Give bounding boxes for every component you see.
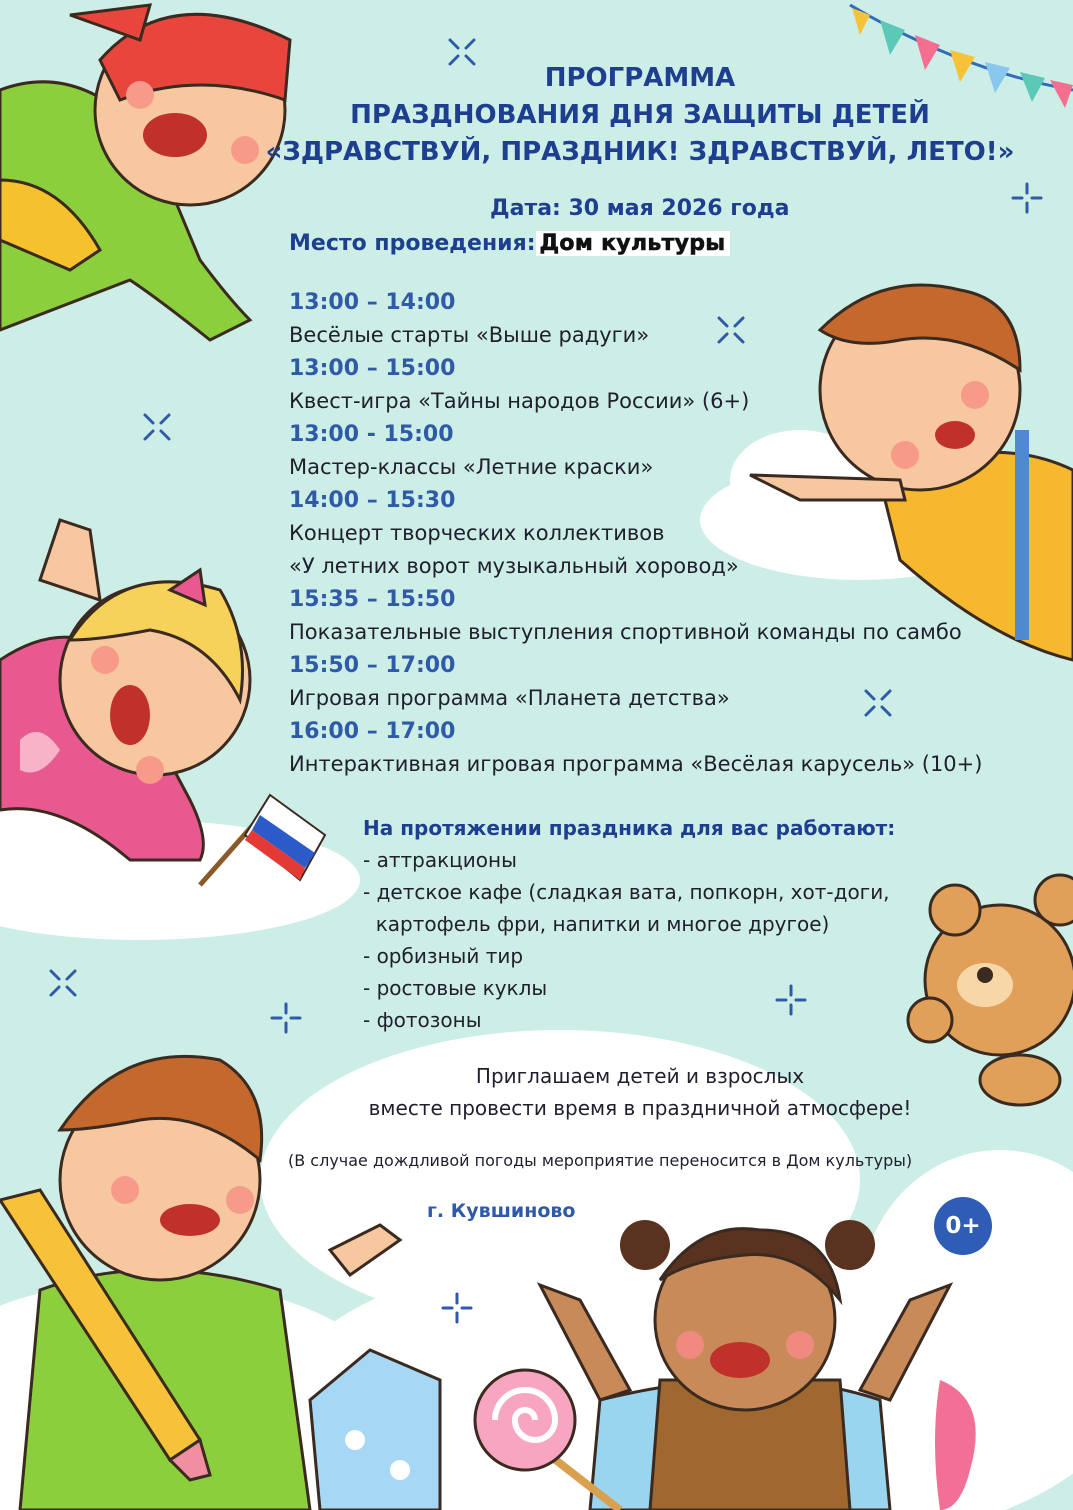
title-line: ПРАЗДНОВАНИЯ ДНЯ ЗАЩИТЫ ДЕТЕЙ (350, 100, 930, 130)
schedule-event: Мастер-классы «Летние краски» (289, 455, 654, 479)
schedule-time: 14:00 – 15:30 (289, 488, 456, 513)
schedule-time: 16:00 – 17:00 (289, 719, 456, 744)
schedule-item (289, 352, 982, 418)
extras-item: картофель фри, напитки и многое другое) (363, 912, 830, 936)
schedule-item (289, 649, 982, 715)
schedule-time: 13:00 – 14:00 (289, 290, 456, 315)
extras-item: - детское кафе (сладкая вата, попкорн, хот-доги, (363, 880, 890, 904)
schedule-time: 15:35 – 15:50 (289, 587, 456, 612)
title-line: «ЗДРАВСТВУЙ, ПРАЗДНИК! ЗДРАВСТВУЙ, ЛЕТО!» (265, 137, 1015, 167)
boy-cap-icon (0, 5, 290, 340)
extras-item: - ростовые куклы (363, 976, 548, 1000)
city-label: г. Кувшиново (427, 1200, 576, 1222)
schedule-event: Весёлые старты «Выше радуги» (289, 323, 650, 347)
invitation-line: Приглашаем детей и взрослых (475, 1064, 805, 1088)
schedule-list (289, 286, 982, 781)
extras-title: На протяжении праздника для вас работают: (363, 816, 896, 840)
schedule-time: 13:00 – 15:00 (289, 356, 456, 381)
extras-item: - аттракционы (363, 848, 517, 872)
schedule-event: Показательные выступления спортивной команды по самбо (289, 620, 962, 644)
invitation-text (300, 1060, 980, 1124)
extras-item: - орбизный тир (363, 944, 524, 968)
schedule-time: 15:50 – 17:00 (289, 653, 456, 678)
schedule-event: «У летних ворот музыкальный хоровод» (289, 554, 739, 578)
schedule-event: Интерактивная игровая программа «Весёлая карусель» (10+) (289, 752, 983, 776)
schedule-event: Квест-игра «Тайны народов России» (6+) (289, 389, 750, 413)
schedule-time: 13:00 - 15:00 (289, 422, 454, 447)
schedule-item (289, 715, 982, 781)
age-rating-badge: 0+ (934, 1197, 992, 1255)
schedule-item (289, 286, 982, 352)
rain-note: (В случае дождливой погоды мероприятие переносится в Дом культуры) (288, 1151, 913, 1170)
invitation-line: вместе провести время в праздничной атмосфере! (368, 1096, 912, 1120)
place-label: Место проведения: (289, 231, 536, 256)
poster-title (230, 60, 1050, 171)
extras-item: - фотозоны (363, 1008, 482, 1032)
event-place (289, 231, 730, 256)
extras-list (363, 812, 895, 1036)
schedule-event: Игровая программа «Планета детства» (289, 686, 730, 710)
schedule-item (289, 484, 982, 583)
schedule-item (289, 418, 982, 484)
place-value: Дом культуры (536, 231, 730, 256)
schedule-item (289, 583, 982, 649)
title-line: ПРОГРАММА (544, 63, 736, 93)
event-date: Дата: 30 мая 2026 года (490, 196, 790, 221)
schedule-event: Концерт творческих коллективов (289, 521, 665, 545)
